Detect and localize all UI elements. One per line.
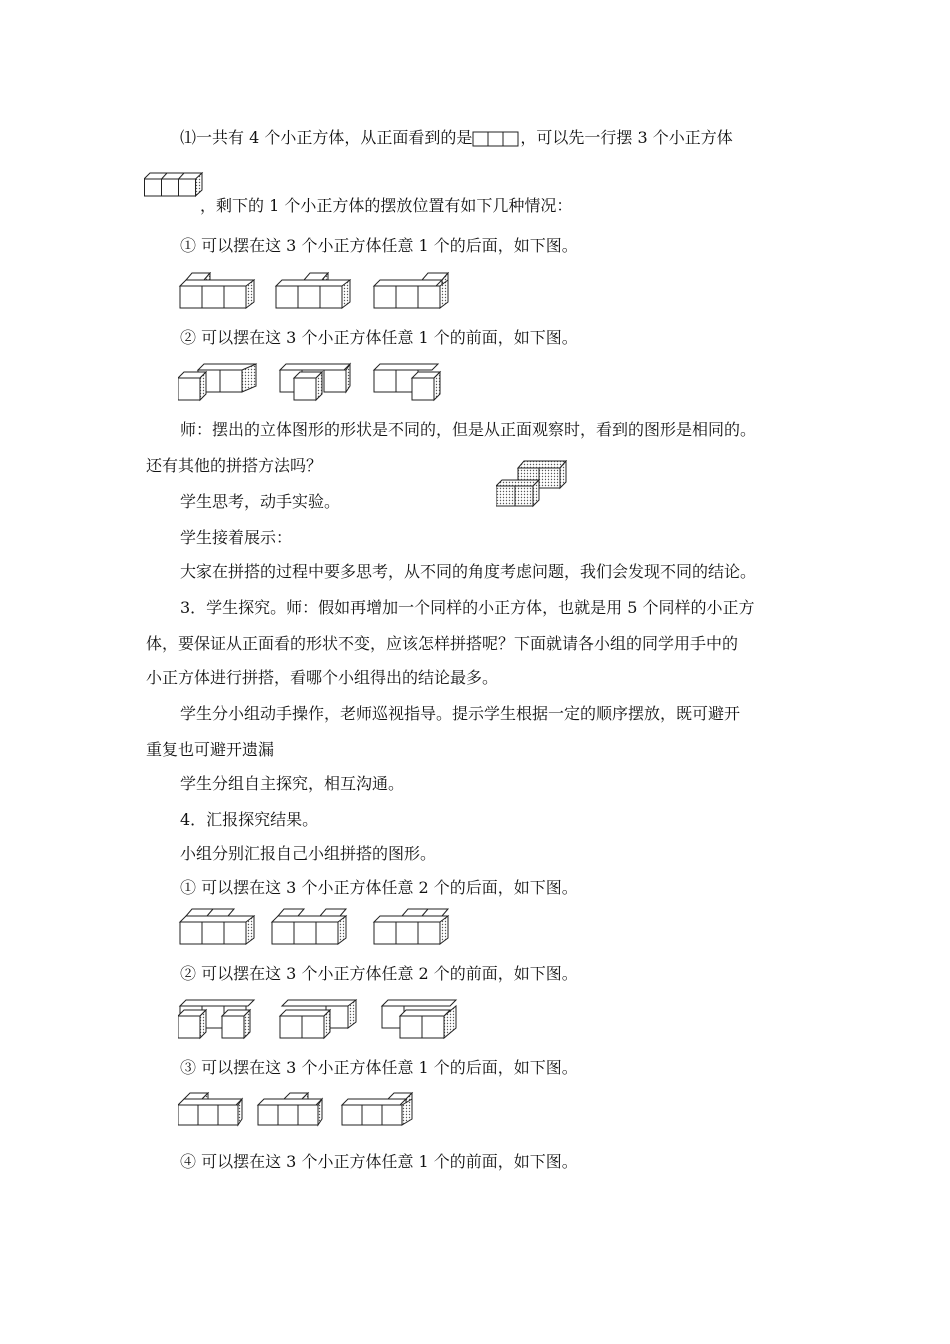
figure-row-back-1-b (178, 1092, 428, 1132)
text-line-8: 学生接着展示： (180, 528, 293, 547)
text-line-14: 重复也可避开遗漏 (146, 740, 275, 759)
text-line-5: 师：摆出的立体图形的形状是不同的，但是从正面观察时，看到的图形是相同的。 (180, 420, 757, 439)
text-line-10: 3．学生探究。师：假如再增加一个同样的小正方体，也就是用 5 个同样的小正方 (180, 598, 755, 617)
text-line-19: ② 可以摆在这 3 个小正方体任意 2 个的前面，如下图。 (180, 964, 578, 983)
text-line-21: ④ 可以摆在这 3 个小正方体任意 1 个的前面，如下图。 (180, 1152, 578, 1171)
figure-row-back-2 (178, 908, 478, 948)
text-line-11: 体，要保证从正面看的形状不变，应该怎样拼搭呢？下面就请各小组的同学用手中的 (146, 634, 739, 653)
figure-row-front-1 (178, 362, 478, 404)
text-line-16: 4．汇报探究结果。 (180, 810, 319, 829)
text-line-2: ，剩下的 1 个小正方体的摆放位置有如下几种情况： (200, 196, 573, 215)
text-line-1b: ，可以先一行摆 3 个小正方体 (520, 128, 733, 147)
text-line-15: 学生分组自主探究，相互沟通。 (180, 774, 405, 793)
front-view-three-squares-icon (472, 130, 520, 148)
text-line-1 (180, 128, 733, 148)
text-line-1a: ⑴一共有 4 个小正方体，从正面看到的是 (180, 128, 473, 147)
text-line-9: 大家在拼搭的过程中要多思考，从不同的角度考虑问题，我们会发现不同的结论。 (180, 562, 757, 581)
text-line-13: 学生分小组动手操作，老师巡视指导。提示学生根据一定的顺序摆放，既可避开 (180, 704, 741, 723)
text-line-18: ① 可以摆在这 3 个小正方体任意 2 个的后面，如下图。 (180, 878, 578, 897)
figure-row-front-2 (178, 998, 478, 1042)
alternate-arrangement-figure (496, 460, 572, 508)
text-line-17: 小组分别汇报自己小组拼搭的图形。 (180, 844, 437, 863)
text-line-4: ② 可以摆在这 3 个小正方体任意 1 个的前面，如下图。 (180, 328, 578, 347)
text-line-12: 小正方体进行拼搭，看哪个小组得出的结论最多。 (146, 668, 499, 687)
three-cubes-row-figure (144, 172, 206, 198)
text-line-7: 学生思考，动手实验。 (180, 492, 341, 511)
figure-row-back-1 (178, 272, 478, 312)
text-line-20: ③ 可以摆在这 3 个小正方体任意 1 个的后面，如下图。 (180, 1058, 578, 1077)
text-line-3: ① 可以摆在这 3 个小正方体任意 1 个的后面，如下图。 (180, 236, 578, 255)
text-line-6: 还有其他的拼搭方法吗？ (146, 456, 323, 475)
